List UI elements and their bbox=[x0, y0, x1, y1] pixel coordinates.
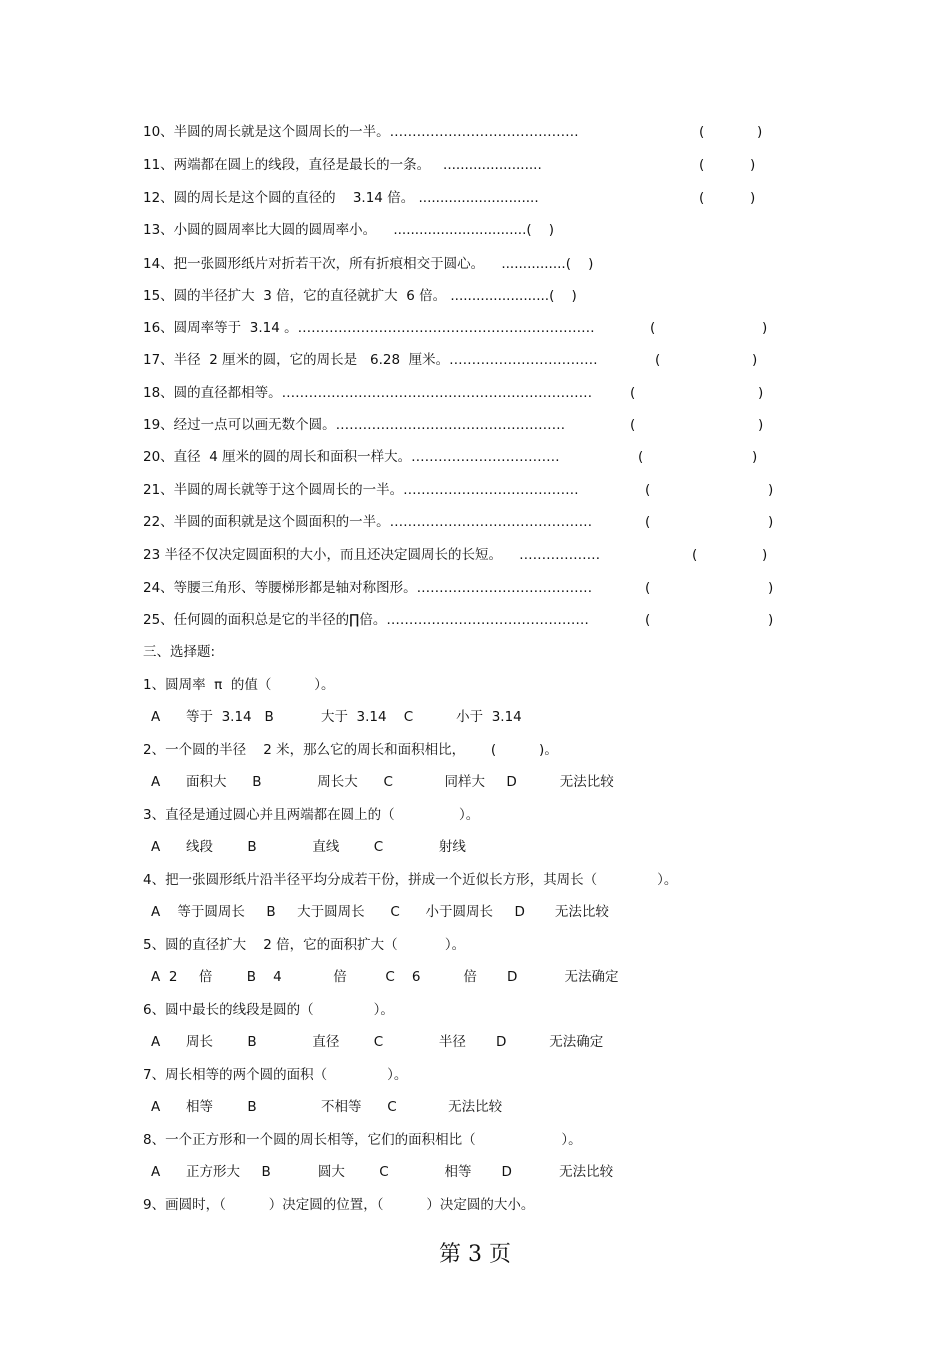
answer-paren-close: ) bbox=[768, 482, 774, 498]
answer-paren-open: ( bbox=[699, 157, 705, 173]
choice-options: A 等于 3.14 B 大于 3.14 C 小于 3.14 bbox=[151, 709, 522, 725]
judgement-item: 18、圆的直径都相等。…………………………………………………………… bbox=[143, 385, 593, 401]
answer-paren-close: ) bbox=[758, 385, 764, 401]
section-title: 三、选择题: bbox=[143, 644, 216, 660]
choice-options: A 线段 B 直线 C 射线 bbox=[151, 839, 466, 855]
answer-paren-open: ( bbox=[699, 124, 705, 140]
answer-paren-close: ) bbox=[757, 124, 763, 140]
answer-paren-open: ( bbox=[650, 320, 656, 336]
answer-paren-close: ) bbox=[768, 514, 774, 530]
choice-options: A 等于圆周长 B 大于圆周长 C 小于圆周长 D 无法比较 bbox=[151, 904, 609, 920]
choice-question: 4、把一张圆形纸片沿半径平均分成若干份，拼成一个近似长方形，其周长（ ）。 bbox=[143, 872, 678, 888]
choice-options: A 面积大 B 周长大 C 同样大 D 无法比较 bbox=[151, 774, 614, 790]
judgement-item: 24、等腰三角形、等腰梯形都是轴对称图形。………………………………… bbox=[143, 580, 593, 596]
answer-paren-close: ) bbox=[750, 190, 756, 206]
page-number: 第 3 页 bbox=[439, 1242, 511, 1267]
answer-paren-open: ( bbox=[692, 547, 698, 563]
answer-paren-close: ) bbox=[750, 157, 756, 173]
answer-paren-open: ( bbox=[638, 449, 644, 465]
answer-paren-open: ( bbox=[630, 385, 636, 401]
judgement-item: 20、直径 4 厘米的圆的周长和面积一样大。…………………………… bbox=[143, 449, 560, 465]
answer-paren-open: ( bbox=[645, 612, 651, 628]
choice-question: 2、一个圆的半径 2 米，那么它的周长和面积相比， ( )。 bbox=[143, 742, 558, 758]
choice-question: 9、画圆时，（ ）决定圆的位置，（ ）决定圆的大小。 bbox=[143, 1197, 535, 1213]
answer-paren-close: ) bbox=[768, 580, 774, 596]
choice-question: 1、圆周率 π 的值（ ）。 bbox=[143, 677, 335, 693]
choice-question: 3、直径是通过圆心并且两端都在圆上的（ ）。 bbox=[143, 807, 480, 823]
choice-question: 7、周长相等的两个圆的面积（ ）。 bbox=[143, 1067, 408, 1083]
answer-paren-close: ) bbox=[768, 612, 774, 628]
judgement-item: 19、经过一点可以画无数个圆。…………………………………………… bbox=[143, 417, 566, 433]
answer-paren-open: ( bbox=[655, 352, 661, 368]
judgement-item: 12、圆的周长是这个圆的直径的 3.14 倍。 ............................ bbox=[143, 190, 539, 206]
choice-options: A 相等 B 不相等 C 无法比较 bbox=[151, 1099, 503, 1115]
answer-paren-open: ( bbox=[645, 580, 651, 596]
choice-question: 5、圆的直径扩大 2 倍，它的面积扩大（ ）。 bbox=[143, 937, 466, 953]
judgement-item: 22、半圆的面积就是这个圆面积的一半。……………………………………… bbox=[143, 514, 593, 530]
answer-paren-close: ) bbox=[762, 320, 768, 336]
judgement-item: 21、半圆的周长就等于这个圆周长的一半。………………………………… bbox=[143, 482, 579, 498]
answer-paren-open: ( bbox=[630, 417, 636, 433]
answer-paren-close: ) bbox=[758, 417, 764, 433]
choice-question: 8、一个正方形和一个圆的周长相等，它们的面积相比（ ）。 bbox=[143, 1132, 582, 1148]
judgement-item: 25、任何圆的面积总是它的半径的∏倍。……………………………………… bbox=[143, 612, 589, 628]
choice-options: A 正方形大 B 圆大 C 相等 D 无法比较 bbox=[151, 1164, 614, 1180]
choice-options: A 周长 B 直径 C 半径 D 无法确定 bbox=[151, 1034, 604, 1050]
answer-paren-close: ) bbox=[762, 547, 768, 563]
judgement-item: 23 半径不仅决定圆面积的大小，而且还决定圆周长的长短。 ……………… bbox=[143, 547, 601, 563]
judgement-item: 14、把一张圆形纸片对折若干次，所有折痕相交于圆心。 ...............( ) bbox=[143, 256, 594, 272]
judgement-item: 16、圆周率等于 3.14 。………………………………………………………… bbox=[143, 320, 595, 336]
answer-paren-open: ( bbox=[645, 482, 651, 498]
judgement-item: 10、半圆的周长就是这个圆周长的一半。…………………………………… bbox=[143, 124, 579, 140]
choice-options: A 2 倍 B 4 倍 C 6 倍 D 无法确定 bbox=[151, 969, 619, 985]
judgement-item: 11、两端都在圆上的线段，直径是最长的一条。 ....................... bbox=[143, 157, 542, 173]
answer-paren-close: ) bbox=[752, 352, 758, 368]
judgement-item: 17、半径 2 厘米的圆，它的周长是 6.28 厘米。…………………………… bbox=[143, 352, 598, 368]
choice-question: 6、圆中最长的线段是圆的（ ）。 bbox=[143, 1002, 394, 1018]
answer-paren-close: ) bbox=[752, 449, 758, 465]
judgement-item: 15、圆的半径扩大 3 倍，它的直径就扩大 6 倍。 .......................( ) bbox=[143, 288, 577, 304]
answer-paren-open: ( bbox=[699, 190, 705, 206]
answer-paren-open: ( bbox=[645, 514, 651, 530]
judgement-item: 13、小圆的圆周率比大圆的圆周率小。 ...............................( ) bbox=[143, 222, 555, 238]
